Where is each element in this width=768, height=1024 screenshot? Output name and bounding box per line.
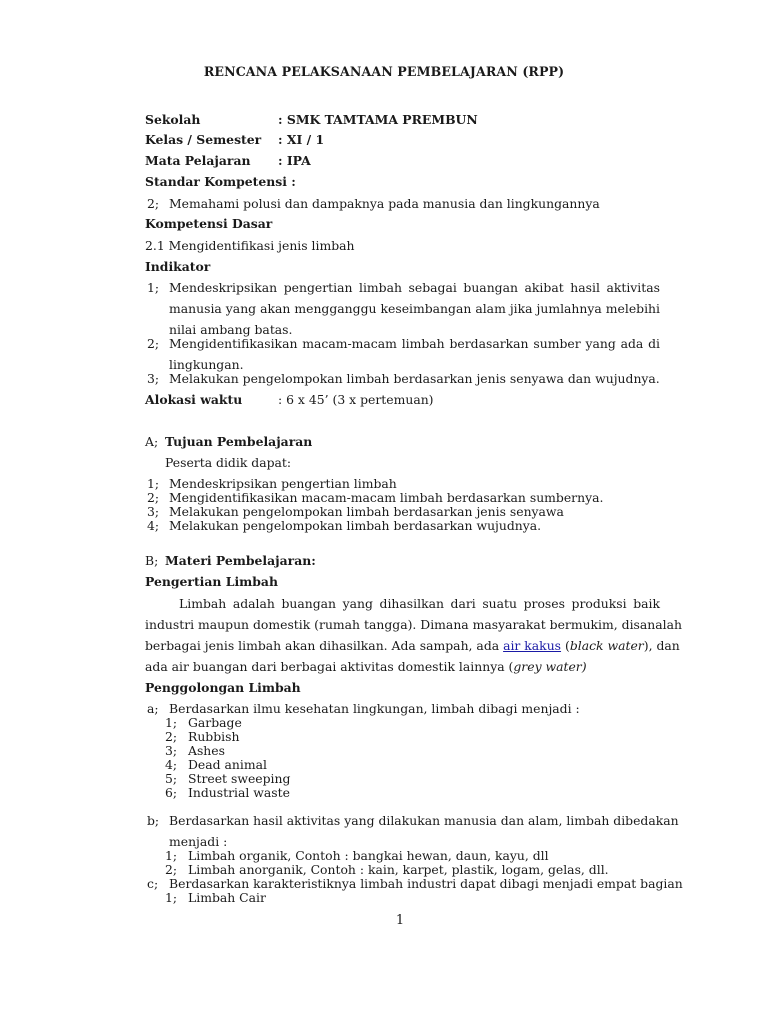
tujuan-3-number: 3; — [147, 504, 160, 519]
group-a-6-text: Industrial waste — [188, 785, 290, 800]
alokasi-waktu-value: : 6 x 45’ (3 x pertemuan) — [278, 392, 434, 407]
group-c-text: Berdasarkan karakteristiknya limbah industri dapat dibagi menjadi empat bagian — [169, 876, 683, 891]
tujuan-1-text: Mendeskripsikan pengertian limbah — [169, 476, 397, 491]
group-a-3-number: 3; — [165, 743, 178, 758]
group-a-5-text: Street sweeping — [188, 771, 291, 786]
indikator-2-line-1: Mengidentifikasikan macam-macam limbah berdasarkan sumber yang ada di — [169, 336, 660, 351]
grey-water-italic: grey water) — [513, 659, 587, 674]
paragraph-line-3-text — [145, 638, 680, 654]
group-a-6-number: 6; — [165, 785, 178, 800]
group-c-1-text: Limbah Cair — [188, 890, 266, 905]
group-b-1-text: Limbah organik, Contoh : bangkai hewan, daun, kayu, dll — [188, 848, 549, 863]
materi-marker: B; — [145, 553, 159, 568]
pengertian-limbah-heading: Pengertian Limbah — [145, 574, 278, 589]
subject-label: Mata Pelajaran — [145, 153, 251, 168]
group-a-1-text: Garbage — [188, 715, 242, 730]
indikator-1-line-1: Mendeskripsikan pengertian limbah sebagai buangan akibat hasil aktivitas — [169, 280, 660, 295]
paragraph-line-1: Limbah adalah buangan yang dihasilkan dari suatu proses produksi baik — [179, 596, 660, 611]
group-b-line-1: Berdasarkan hasil aktivitas yang dilakukan manusia dan alam, limbah dibedakan — [169, 813, 679, 828]
group-b-2-number: 2; — [165, 862, 178, 877]
tujuan-4-number: 4; — [147, 518, 160, 533]
group-b-1-number: 1; — [165, 848, 178, 863]
group-a-4-number: 4; — [165, 757, 178, 772]
indikator-2-number: 2; — [147, 336, 160, 351]
indikator-2-line-2: lingkungan. — [169, 357, 244, 372]
group-a-1-number: 1; — [165, 715, 178, 730]
indikator-3-number: 3; — [147, 371, 160, 386]
indikator-heading: Indikator — [145, 259, 211, 274]
paragraph-line-2: industri maupun domestik (rumah tangga). Dimana masyarakat bermukim, disanalah — [145, 617, 682, 632]
paragraph-line-4-pre: ada air buangan dari berbagai aktivitas domestik lainnya ( — [145, 659, 514, 674]
group-a-5-number: 5; — [165, 771, 178, 786]
tujuan-marker: A; — [145, 434, 159, 449]
indikator-3-line-1: Melakukan pengelompokan limbah berdasarkan jenis senyawa dan wujudnya. — [169, 371, 660, 386]
page-number: 1 — [395, 913, 405, 928]
group-c-1-number: 1; — [165, 890, 178, 905]
standar-kompetensi-heading: Standar Kompetensi : — [145, 174, 296, 189]
subject-value: : IPA — [278, 153, 311, 168]
indikator-1-number: 1; — [147, 280, 160, 295]
group-b-line-2: menjadi : — [169, 834, 228, 849]
group-a-2-number: 2; — [165, 729, 178, 744]
group-b-2-text: Limbah anorganik, Contoh : kain, karpet, plastik, logam, gelas, dll. — [188, 862, 609, 877]
black-water-italic: black water — [569, 638, 644, 653]
tujuan-3-text: Melakukan pengelompokan limbah berdasarkan jenis senyawa — [169, 504, 564, 519]
alokasi-waktu-label: Alokasi waktu — [145, 392, 243, 407]
penggolongan-limbah-heading: Penggolongan Limbah — [145, 680, 301, 695]
paragraph-line-3-post: ), dan — [643, 638, 680, 653]
indikator-1-line-2: manusia yang akan mengganggu keseimbangan alam jika jumlahnya melebihi — [169, 301, 660, 316]
document-title: RENCANA PELAKSANAAN PEMBELAJARAN (RPP) — [203, 64, 565, 79]
group-a-4-text: Dead animal — [188, 757, 267, 772]
school-label: Sekolah — [145, 112, 201, 127]
standar-kompetensi-number: 2; — [147, 196, 160, 211]
group-a-2-text: Rubbish — [188, 729, 240, 744]
materi-heading: Materi Pembelajaran: — [165, 553, 316, 568]
paragraph-line-3-mid: ( — [561, 638, 570, 653]
group-a-text: Berdasarkan ilmu kesehatan lingkungan, limbah dibagi menjadi : — [169, 701, 580, 716]
standar-kompetensi-text: Memahami polusi dan dampaknya pada manusia dan lingkungannya — [169, 196, 600, 211]
tujuan-2-number: 2; — [147, 490, 160, 505]
group-c-marker: c; — [147, 876, 159, 891]
indikator-1-line-3: nilai ambang batas. — [169, 322, 293, 337]
paragraph-line-3-pre: berbagai jenis limbah akan dihasilkan. Ada sampah, ada — [145, 638, 504, 653]
group-a-3-text: Ashes — [188, 743, 225, 758]
tujuan-4-text: Melakukan pengelompokan limbah berdasarkan wujudnya. — [169, 518, 542, 533]
group-a-marker: a; — [147, 701, 159, 716]
class-semester-value: : XI / 1 — [278, 132, 325, 147]
tujuan-1-number: 1; — [147, 476, 160, 491]
class-semester-label: Kelas / Semester — [145, 132, 262, 147]
paragraph-line-4 — [145, 659, 587, 675]
air-kakus-link[interactable]: air kakus — [503, 638, 562, 653]
kompetensi-dasar-text: 2.1 Mengidentifikasi jenis limbah — [145, 238, 355, 253]
group-b-marker: b; — [147, 813, 160, 828]
tujuan-intro: Peserta didik dapat: — [165, 455, 292, 470]
tujuan-2-text: Mengidentifikasikan macam-macam limbah berdasarkan sumbernya. — [169, 490, 604, 505]
paragraph-line-3 — [145, 638, 680, 654]
tujuan-heading: Tujuan Pembelajaran — [165, 434, 313, 449]
kompetensi-dasar-heading: Kompetensi Dasar — [145, 216, 273, 231]
school-value: : SMK TAMTAMA PREMBUN — [278, 112, 478, 127]
